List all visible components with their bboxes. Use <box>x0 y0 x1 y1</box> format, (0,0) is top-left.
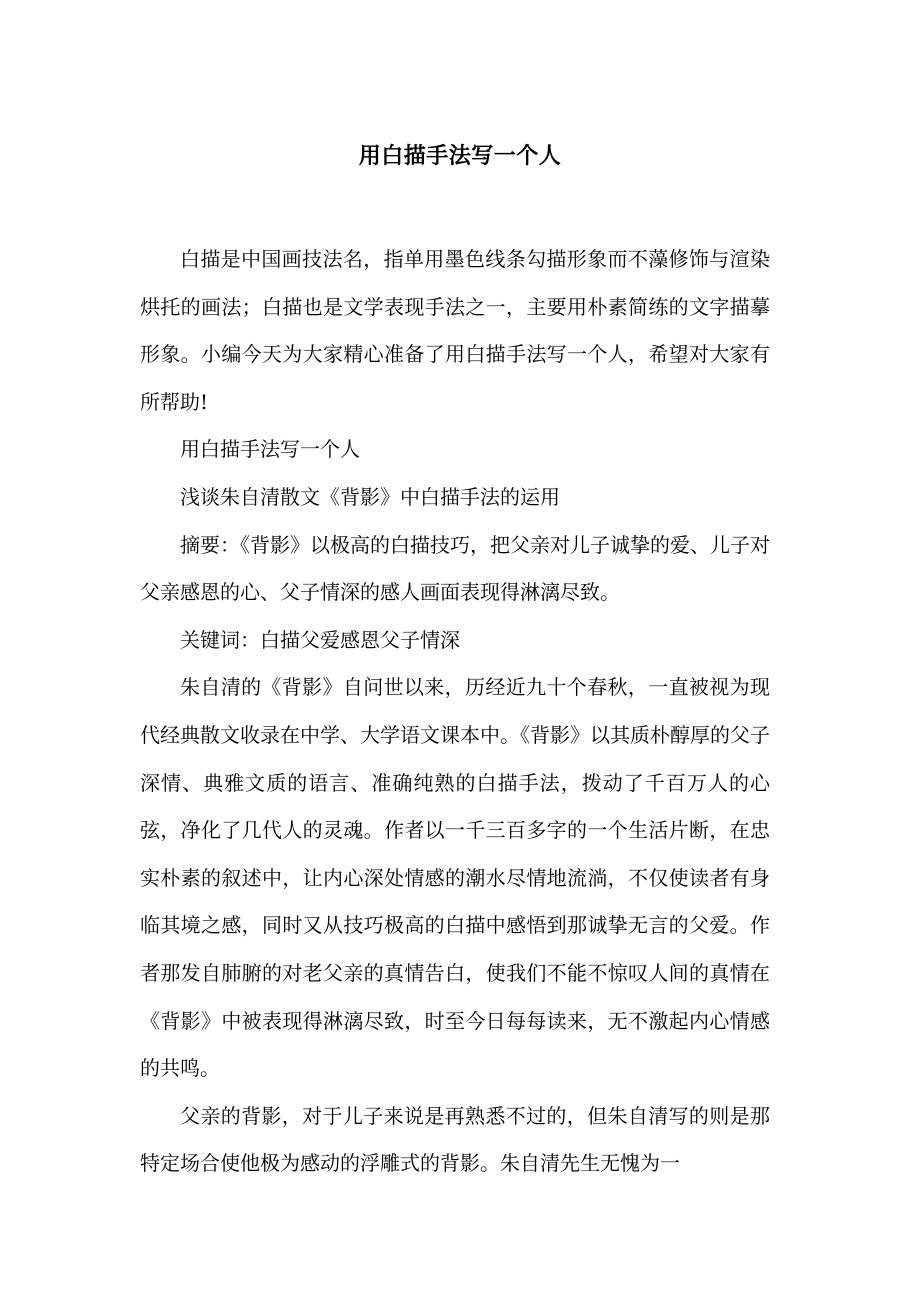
paragraph-body-1: 朱自清的《背影》自问世以来，历经近九十个春秋，一直被视为现代经典散文收录在中学、大学语文课本中。《背影》以其质朴醇厚的父子深情、典雅文质的语言、准确纯熟的白描手法，拨动了千百万人的心弦，净化了几代人的灵魂。作者以一千三百多字的一个生活片断，在忠实朴素的叙述中，让内心深处情感的潮水尽情地流淌，不仅使读者有身临其境之感，同时又从技巧极高的白描中感悟到那诚挚无言的父爱。作者那发自肺腑的对老父亲的真情告白，使我们不能不惊叹人间的真情在《背影》中被表现得淋漓尽致，时至今日每每读来，无不激起内心情感的共鸣。 <box>140 675 770 1081</box>
paragraph-subtitle: 用白描手法写一个人 <box>180 437 360 462</box>
paragraph-intro: 白描是中国画技法名，指单用墨色线条勾描形象而不藻修饰与渲染烘托的画法；白描也是文学表现手法之一，主要用朴素简练的文字描摹形象。小编今天为大家精心准备了用白描手法写一个人，希望对大家有所帮助! <box>140 247 770 414</box>
paragraph-abstract: 摘要：《背影》以极高的白描技巧，把父亲对儿子诚挚的爱、儿子对父亲感恩的心、父子情深的感人画面表现得淋漓尽致。 <box>140 532 770 605</box>
document-body <box>140 236 770 1188</box>
paragraph-keywords: 关键词：白描父爱感恩父子情深 <box>180 627 460 652</box>
document-title: 用白描手法写一个人 <box>358 143 562 169</box>
paragraph-article-title: 浅谈朱自清散文《背影》中白描手法的运用 <box>180 484 560 509</box>
paragraph-body-2: 父亲的背影，对于儿子来说是再熟悉不过的，但朱自清写的则是那特定场合使他极为感动的浮雕式的背影。朱自清先生无愧为一 <box>140 1103 770 1176</box>
